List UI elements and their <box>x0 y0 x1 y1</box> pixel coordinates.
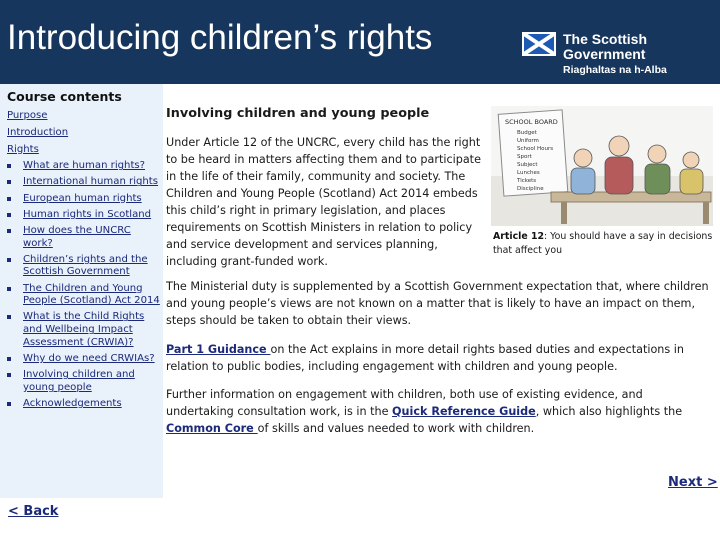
sidebar-link[interactable]: European human rights <box>23 192 142 204</box>
bullet-icon <box>7 180 11 184</box>
board-item: Discipline <box>517 186 544 192</box>
illustration-caption <box>493 230 717 258</box>
further-info-text: of skills and values needed to work with children. <box>257 422 535 435</box>
course-contents-heading: Course contents <box>7 89 122 104</box>
sidebar-link[interactable]: How does the UNCRC work? <box>23 224 131 249</box>
sidebar-item-human-rights-in-scotland[interactable] <box>7 209 161 222</box>
next-link[interactable]: Next > <box>668 475 718 490</box>
course-sidebar <box>0 84 163 498</box>
sidebar-item-acknowledgements[interactable] <box>7 398 161 411</box>
bullet-icon <box>7 287 11 291</box>
sidebar-link[interactable]: Why do we need CRWIAs? <box>23 353 155 365</box>
gov-gaelic-name: Riaghaltas na h-Alba <box>563 63 667 76</box>
common-core-link[interactable]: Common Core <box>166 422 258 435</box>
board-title: SCHOOL BOARD <box>505 118 558 126</box>
sidebar-link[interactable]: Purpose <box>7 110 48 121</box>
board-item: Sport <box>517 154 532 160</box>
board-item: School Hours <box>517 146 554 152</box>
quick-reference-guide-link[interactable]: Quick Reference Guide <box>392 405 536 418</box>
further-info-text: Further information on engagement with children, both use of existing evidence, and undertaking consultation work, is in the <box>166 388 643 418</box>
section-heading: Involving children and young people <box>166 106 430 121</box>
gov-name: The Scottish Government <box>563 31 648 63</box>
school-board-illustration <box>491 106 713 226</box>
bullet-icon <box>7 373 11 377</box>
caption-article: Article 12 <box>493 231 545 242</box>
caption-text: : You should have a say in decisions that affect you <box>493 231 713 256</box>
sidebar-link[interactable]: Involving children and young people <box>23 369 135 394</box>
sidebar-link[interactable]: International human rights <box>23 176 159 188</box>
bullet-icon <box>7 402 11 406</box>
guidance-text: on the Act explains in more detail rights based duties and expectations in relation to public bodies, including engagement with children and young people. <box>166 343 684 373</box>
sidebar-item-what-is-crwia[interactable] <box>7 311 161 349</box>
bullet-icon <box>7 229 11 233</box>
sidebar-item-how-does-uncrc-work[interactable] <box>7 225 161 251</box>
board-item: Tickets <box>517 178 537 184</box>
sidebar-item-why-crwias[interactable] <box>7 353 161 366</box>
sidebar-item-what-are-human-rights[interactable] <box>7 160 161 173</box>
bullet-icon <box>7 213 11 217</box>
sidebar-item-introduction[interactable] <box>7 127 161 140</box>
sidebar-item-european-human-rights[interactable] <box>7 193 161 206</box>
board-item: Lunches <box>517 170 540 176</box>
bullet-icon <box>7 258 11 262</box>
bullet-icon <box>7 315 11 319</box>
course-contents-list <box>7 110 161 414</box>
sidebar-item-childrens-rights-scottish-government[interactable] <box>7 254 161 280</box>
back-link[interactable]: < Back <box>8 504 59 519</box>
part-1-guidance-link[interactable]: Part 1 Guidance <box>166 343 271 356</box>
sidebar-item-purpose[interactable] <box>7 110 161 123</box>
further-info-text: , which also highlights the <box>535 405 683 418</box>
ministerial-duty-paragraph: The Ministerial duty is supplemented by a Scottish Government expectation that, where children and young people’s views are not known on a matter that is likely to have an impact on them, steps should be taken to obtain their views. <box>166 280 709 327</box>
sidebar-item-rights[interactable] <box>7 144 161 157</box>
page-title: Introducing children’s rights <box>7 18 433 57</box>
sidebar-link[interactable]: Rights <box>7 143 39 155</box>
guidance-paragraph <box>166 341 714 375</box>
saltire-flag-icon <box>522 32 556 56</box>
title-banner <box>0 0 720 84</box>
sidebar-link[interactable]: Introduction <box>7 126 69 138</box>
sidebar-item-international-human-rights[interactable] <box>7 176 161 189</box>
sidebar-link[interactable]: The Children and Young People (Scotland) Act 2014 <box>23 282 160 307</box>
sidebar-link[interactable]: What are human rights? <box>23 160 146 172</box>
further-information-paragraph <box>166 386 714 437</box>
board-item: Uniform <box>517 138 539 144</box>
sidebar-link[interactable]: Human rights in Scotland <box>23 208 152 220</box>
government-logo-text <box>563 32 720 76</box>
board-item: Subject <box>517 162 538 168</box>
sidebar-item-children-young-people-act[interactable] <box>7 283 161 309</box>
bullet-icon <box>7 357 11 361</box>
bullet-icon <box>7 197 11 201</box>
article-12-paragraph: Under Article 12 of the UNCRC, every child has the right to be heard in matters affecting them and to participate in the life of their family, community and society. The Children and Young People (Scotland) Act 2014 embeds this child’s right in primary legislation, and places requirements on Scottish Ministers in relation to policy and service development and services planning, including grant-funded work. <box>166 136 481 268</box>
sidebar-link[interactable]: Children’s rights and the Scottish Government <box>23 253 148 278</box>
sidebar-link[interactable]: Acknowledgements <box>23 398 122 410</box>
bullet-icon <box>7 164 11 168</box>
board-item: Budget <box>517 130 537 136</box>
sidebar-link[interactable]: What is the Child Rights and Wellbeing Impact Assessment (CRWIA)? <box>23 311 145 349</box>
sidebar-item-involving-children[interactable] <box>7 369 161 395</box>
